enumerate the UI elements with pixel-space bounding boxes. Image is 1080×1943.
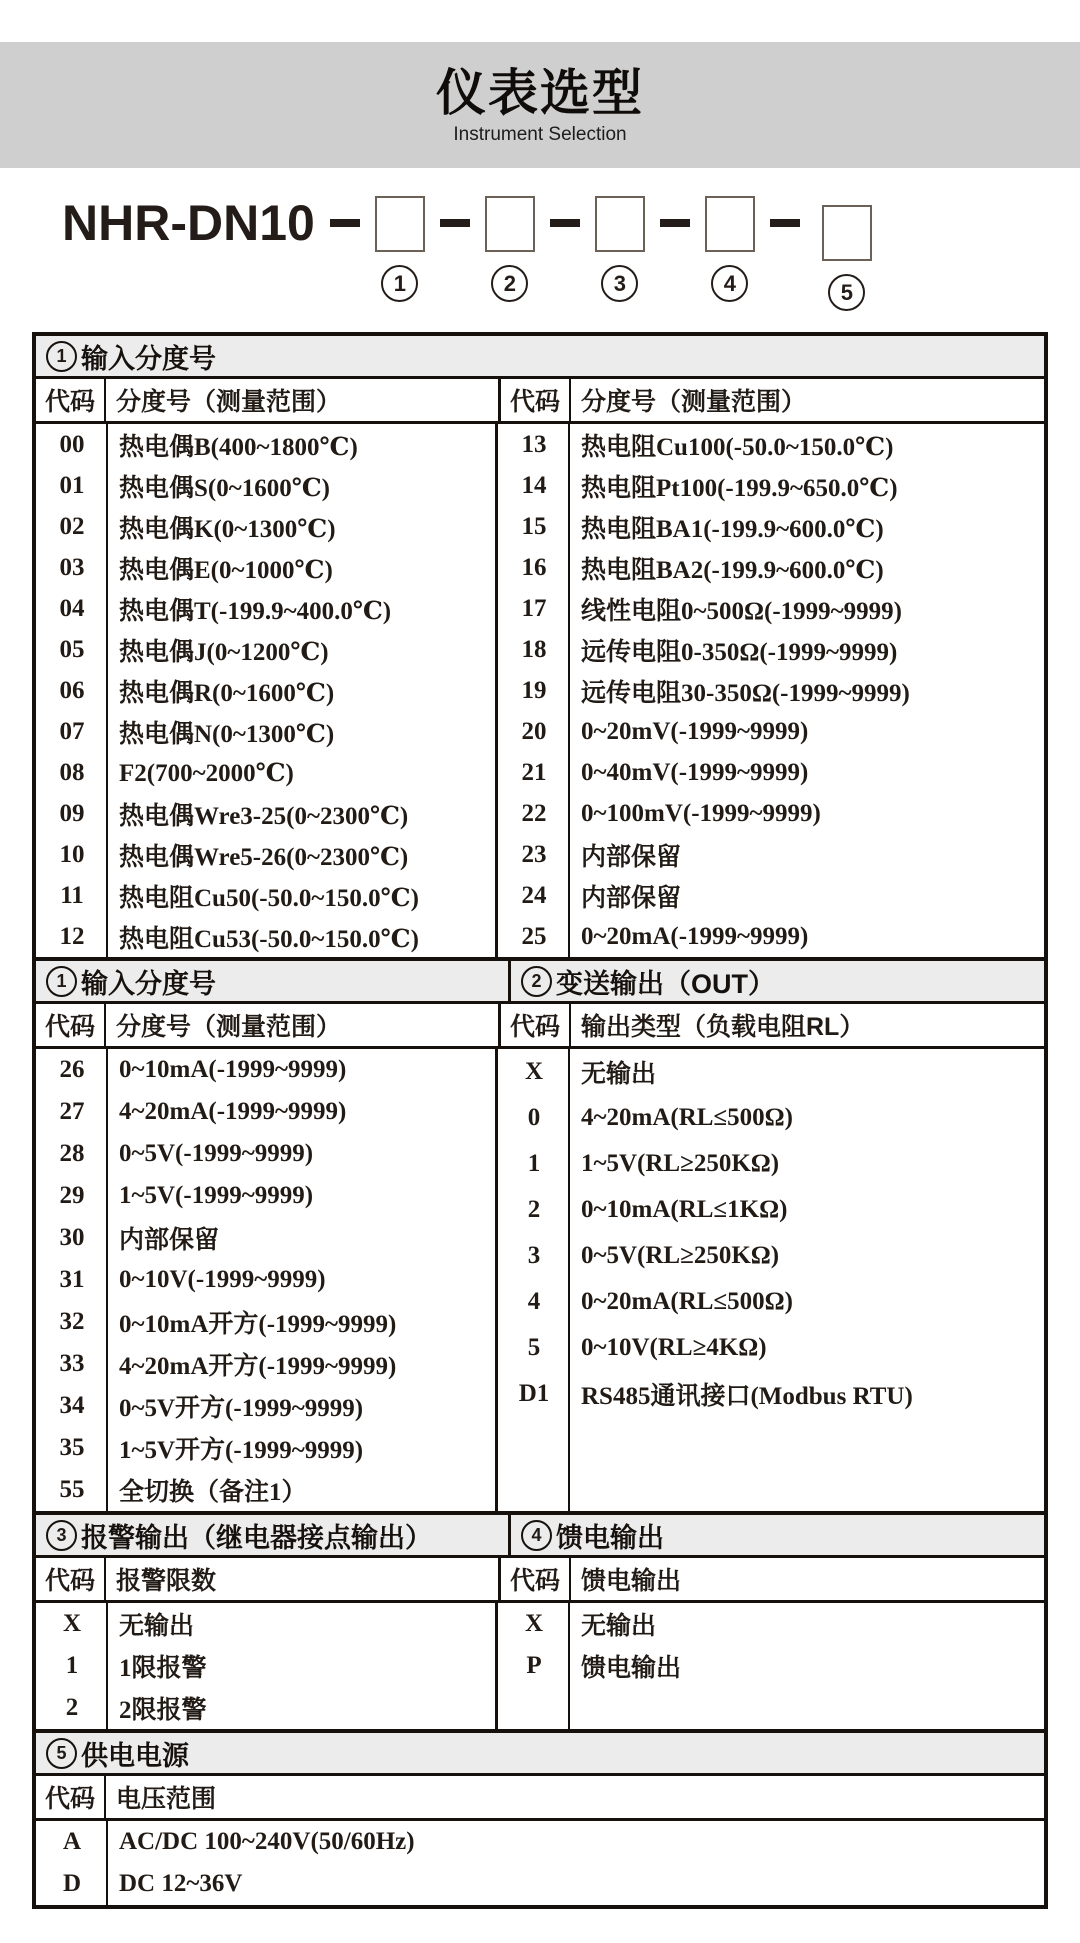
title-band xyxy=(0,42,1080,168)
desc-column-header: 分度号（测量范围） xyxy=(581,388,807,416)
code-cell: 26 xyxy=(59,1056,85,1083)
section2-title-right xyxy=(511,961,1044,1001)
desc-cell: 热电偶T(-199.9~400.0℃) xyxy=(119,597,392,625)
table-row xyxy=(36,752,495,793)
table-row xyxy=(36,1385,495,1427)
model-position xyxy=(535,196,645,302)
section1-subheader-left xyxy=(36,379,501,421)
section1-title-text: 输入分度号 xyxy=(81,343,216,374)
section1-subheader-right xyxy=(501,379,1044,421)
table-row xyxy=(498,711,1044,752)
code-cell: 12 xyxy=(59,922,85,950)
table-row xyxy=(36,465,495,506)
section2-title-left xyxy=(36,961,511,1001)
code-cell: D1 xyxy=(518,1380,550,1407)
model-position xyxy=(645,196,755,302)
section1-header xyxy=(36,336,1044,379)
code-cell: 3 xyxy=(527,1242,541,1269)
desc-cell: 0~10mA开方(-1999~9999) xyxy=(119,1311,397,1338)
section5-column-headers xyxy=(36,1776,1044,1821)
section3-rows-right xyxy=(498,1603,1044,1729)
table-row xyxy=(498,588,1044,629)
table-row xyxy=(498,1049,1044,1095)
model-positions xyxy=(315,196,872,305)
table-row xyxy=(498,547,1044,588)
desc-cell: 1限报警 xyxy=(119,1655,207,1682)
table-row xyxy=(36,1049,495,1091)
section3-rows-left xyxy=(36,1603,498,1729)
position-number-badge: 5 xyxy=(828,274,865,311)
code-cell: 02 xyxy=(59,512,85,540)
section1-rows-left xyxy=(36,424,498,957)
table-row xyxy=(36,670,495,711)
code-cell: 35 xyxy=(59,1434,85,1461)
desc-cell: 0~5V(RL≥250KΩ) xyxy=(581,1242,780,1269)
code-cell: 32 xyxy=(59,1308,85,1335)
dash-separator xyxy=(770,219,800,227)
section3-left-title-text: 报警输出（继电器接点输出） xyxy=(81,1522,432,1553)
section2-subheader-left xyxy=(36,1004,501,1046)
desc-cell: 无输出 xyxy=(581,1613,657,1640)
desc-column-header: 分度号（测量范围） xyxy=(116,1013,342,1041)
code-cell: 14 xyxy=(521,471,547,499)
code-cell: 0 xyxy=(527,1104,541,1131)
code-cell: 5 xyxy=(527,1334,541,1361)
table-row xyxy=(498,629,1044,670)
position-column xyxy=(485,196,535,302)
desc-cell: 远传电阻0-350Ω(-1999~9999) xyxy=(581,638,898,666)
code-cell: 24 xyxy=(521,881,547,909)
code-cell: 17 xyxy=(521,594,547,622)
code-cell: 10 xyxy=(59,840,85,868)
desc-cell: 0~5V(-1999~9999) xyxy=(119,1140,314,1167)
desc-column-header: 馈电输出 xyxy=(581,1567,682,1595)
desc-cell: 1~5V开方(-1999~9999) xyxy=(119,1437,364,1464)
desc-cell: 热电偶B(400~1800℃) xyxy=(119,433,358,461)
table-row xyxy=(498,506,1044,547)
table-row xyxy=(36,1645,495,1687)
position-number-badge: 1 xyxy=(381,265,418,302)
table-row xyxy=(498,1279,1044,1325)
table-row xyxy=(498,1141,1044,1187)
section3-title-right xyxy=(511,1515,1044,1555)
desc-cell: 热电偶Wre3-25(0~2300℃) xyxy=(119,802,409,830)
section2-rows-right xyxy=(498,1049,1044,1511)
section3-header xyxy=(36,1515,1044,1558)
code-cell: D xyxy=(62,1870,82,1897)
section5-header xyxy=(36,1733,1044,1776)
code-cell: X xyxy=(524,1610,544,1637)
section5-title xyxy=(36,1733,1044,1773)
table-row xyxy=(498,1645,1044,1687)
desc-cell: 内部保留 xyxy=(581,884,682,912)
table-row xyxy=(498,1095,1044,1141)
section-alarm-and-feed xyxy=(36,1511,1044,1729)
position-number-badge: 4 xyxy=(711,265,748,302)
desc-cell: F2(700~2000℃) xyxy=(119,759,294,787)
section2-subheader-right xyxy=(501,1004,1044,1046)
code-cell: 11 xyxy=(60,881,84,909)
circled-4-icon: 4 xyxy=(521,1520,552,1551)
code-cell: 15 xyxy=(521,512,547,540)
page-title: 仪表选型 xyxy=(436,65,644,121)
code-cell: X xyxy=(524,1058,544,1085)
code-cell: 55 xyxy=(59,1476,85,1503)
section1-body xyxy=(36,424,1044,957)
code-cell: P xyxy=(526,1652,542,1679)
desc-cell: 热电阻Cu53(-50.0~150.0℃) xyxy=(119,925,419,953)
desc-cell: 0~10mA(-1999~9999) xyxy=(119,1056,347,1083)
code-cell: 4 xyxy=(527,1288,541,1315)
dash-separator xyxy=(330,219,360,227)
table-row xyxy=(498,916,1044,957)
desc-cell: 热电偶J(0~1200℃) xyxy=(119,638,329,666)
code-cell: 18 xyxy=(521,635,547,663)
code-column-header: 代码 xyxy=(501,1004,571,1046)
section2-header xyxy=(36,961,1044,1004)
table-row xyxy=(36,1217,495,1259)
desc-cell: 1~5V(RL≥250KΩ) xyxy=(581,1150,780,1177)
section1-column-headers xyxy=(36,379,1044,424)
desc-cell: 热电阻Cu100(-50.0~150.0℃) xyxy=(581,433,894,461)
code-cell: 1 xyxy=(65,1652,79,1679)
position-column xyxy=(822,205,872,311)
dash-separator xyxy=(440,219,470,227)
section-input-and-output xyxy=(36,957,1044,1511)
page-subtitle: Instrument Selection xyxy=(453,124,627,145)
table-row xyxy=(498,424,1044,465)
desc-cell: 无输出 xyxy=(119,1613,195,1640)
code-cell: 21 xyxy=(521,758,547,786)
table-row xyxy=(36,1091,495,1133)
table-row xyxy=(36,1133,495,1175)
table-row xyxy=(498,670,1044,711)
desc-cell: 0~20mV(-1999~9999) xyxy=(581,717,809,745)
desc-column-header: 输出类型（负载电阻RL） xyxy=(581,1013,865,1041)
table-row xyxy=(36,424,495,465)
table-row xyxy=(498,1325,1044,1371)
desc-cell: 热电偶K(0~1300℃) xyxy=(119,515,336,543)
code-cell: 33 xyxy=(59,1350,85,1377)
section3-column-headers xyxy=(36,1558,1044,1603)
section2-body xyxy=(36,1049,1044,1511)
section-power-supply xyxy=(36,1729,1044,1905)
table-row xyxy=(36,588,495,629)
selection-blank-box xyxy=(485,196,535,252)
code-cell: 29 xyxy=(59,1182,85,1209)
table-row xyxy=(36,1175,495,1217)
code-cell: A xyxy=(62,1828,82,1855)
desc-cell: 热电阻BA1(-199.9~600.0℃) xyxy=(581,515,884,543)
code-cell: 08 xyxy=(59,758,85,786)
code-cell: 23 xyxy=(521,840,547,868)
table-row xyxy=(36,1863,1044,1905)
position-number-badge: 3 xyxy=(601,265,638,302)
code-cell: 2 xyxy=(65,1694,79,1721)
code-cell: 01 xyxy=(59,471,85,499)
table-row xyxy=(498,1371,1044,1417)
desc-cell: 热电阻Pt100(-199.9~650.0℃) xyxy=(581,474,898,502)
code-cell: 16 xyxy=(521,553,547,581)
code-cell: 05 xyxy=(59,635,85,663)
desc-cell: 4~20mA(RL≤500Ω) xyxy=(581,1104,793,1131)
desc-cell: 全切换（备注1） xyxy=(119,1479,307,1506)
model-prefix: NHR-DN10 xyxy=(62,195,315,251)
position-column xyxy=(595,196,645,302)
dash-separator xyxy=(550,219,580,227)
table-row xyxy=(36,711,495,752)
section3-body xyxy=(36,1603,1044,1729)
code-cell: 2 xyxy=(527,1196,541,1223)
selection-table xyxy=(32,332,1048,1909)
table-row xyxy=(498,1603,1044,1645)
code-cell: 19 xyxy=(521,676,547,704)
code-cell: 25 xyxy=(521,922,547,950)
selection-blank-box xyxy=(595,196,645,252)
table-row xyxy=(498,834,1044,875)
table-row xyxy=(36,1821,1044,1863)
table-row xyxy=(36,1343,495,1385)
circled-1-icon: 1 xyxy=(46,966,77,997)
table-row xyxy=(36,1469,495,1511)
desc-column-header: 电压范围 xyxy=(116,1785,217,1813)
section5-title-text: 供电电源 xyxy=(81,1740,189,1771)
section1-rows-right xyxy=(498,424,1044,957)
section2-left-title-text: 输入分度号 xyxy=(81,968,216,999)
desc-cell: 1~5V(-1999~9999) xyxy=(119,1182,314,1209)
desc-cell: RS485通讯接口(Modbus RTU) xyxy=(581,1383,913,1410)
code-cell: 28 xyxy=(59,1140,85,1167)
code-column-header: 代码 xyxy=(36,1004,106,1046)
selection-blank-box xyxy=(705,196,755,252)
desc-cell: 0~20mA(RL≤500Ω) xyxy=(581,1288,793,1315)
desc-column-header: 报警限数 xyxy=(116,1567,217,1595)
desc-cell: AC/DC 100~240V(50/60Hz) xyxy=(119,1828,415,1855)
code-cell: 03 xyxy=(59,553,85,581)
table-row xyxy=(498,793,1044,834)
section5-body xyxy=(36,1821,1044,1905)
code-column-header: 代码 xyxy=(36,1776,106,1818)
table-row xyxy=(36,506,495,547)
desc-cell: 4~20mA(-1999~9999) xyxy=(119,1098,347,1125)
table-row xyxy=(36,1687,495,1729)
code-column-header: 代码 xyxy=(36,379,106,421)
code-cell: 00 xyxy=(59,430,85,458)
section3-right-title-text: 馈电输出 xyxy=(556,1522,664,1553)
code-cell: 20 xyxy=(521,717,547,745)
table-row xyxy=(36,793,495,834)
table-row xyxy=(36,1259,495,1301)
section5-rows xyxy=(36,1821,1044,1905)
circled-2-icon: 2 xyxy=(521,966,552,997)
section3-subheader-right xyxy=(501,1558,1044,1600)
position-column xyxy=(705,196,755,302)
desc-cell: 0~10mA(RL≤1KΩ) xyxy=(581,1196,788,1223)
section3-subheader-left xyxy=(36,1558,501,1600)
code-cell: 27 xyxy=(59,1098,85,1125)
table-row xyxy=(36,547,495,588)
desc-cell: 热电偶R(0~1600℃) xyxy=(119,679,335,707)
code-cell: 34 xyxy=(59,1392,85,1419)
table-row xyxy=(498,875,1044,916)
section3-title-left xyxy=(36,1515,511,1555)
table-row xyxy=(498,1233,1044,1279)
desc-cell: 内部保留 xyxy=(119,1227,220,1254)
code-cell: 1 xyxy=(527,1150,541,1177)
desc-cell: DC 12~36V xyxy=(119,1870,243,1897)
position-number-badge: 2 xyxy=(491,265,528,302)
desc-cell: 远传电阻30-350Ω(-1999~9999) xyxy=(581,679,910,707)
model-code-line xyxy=(62,195,1080,305)
position-column xyxy=(375,196,425,302)
desc-cell: 热电偶E(0~1000℃) xyxy=(119,556,333,584)
desc-cell: 内部保留 xyxy=(581,843,682,871)
dash-separator xyxy=(660,219,690,227)
desc-cell: 馈电输出 xyxy=(581,1655,682,1682)
table-row xyxy=(498,1187,1044,1233)
code-cell: 04 xyxy=(59,594,85,622)
desc-cell: 4~20mA开方(-1999~9999) xyxy=(119,1353,397,1380)
section5-subheader xyxy=(36,1776,1044,1818)
code-column-header: 代码 xyxy=(36,1558,106,1600)
desc-cell: 0~100mV(-1999~9999) xyxy=(581,799,821,827)
section2-right-title-text: 变送输出（OUT） xyxy=(556,968,775,999)
desc-cell: 热电阻BA2(-199.9~600.0℃) xyxy=(581,556,884,584)
desc-cell: 0~40mV(-1999~9999) xyxy=(581,758,809,786)
section-input-graduation-1 xyxy=(36,336,1044,957)
table-row xyxy=(36,1427,495,1469)
model-position xyxy=(755,196,872,305)
circled-3-icon: 3 xyxy=(46,1520,77,1551)
selection-blank-box xyxy=(375,196,425,252)
code-cell: 07 xyxy=(59,717,85,745)
selection-blank-box xyxy=(822,205,872,261)
code-cell: X xyxy=(62,1610,82,1637)
table-row xyxy=(36,916,495,957)
table-row xyxy=(498,465,1044,506)
code-cell: 30 xyxy=(59,1224,85,1251)
desc-column-header: 分度号（测量范围） xyxy=(116,388,342,416)
circled-5-icon: 5 xyxy=(46,1738,77,1769)
desc-cell: 热电偶Wre5-26(0~2300℃) xyxy=(119,843,409,871)
section1-title xyxy=(36,336,1044,376)
desc-cell: 0~20mA(-1999~9999) xyxy=(581,922,809,950)
code-cell: 06 xyxy=(59,676,85,704)
desc-cell: 热电偶N(0~1300℃) xyxy=(119,720,335,748)
desc-cell: 0~5V开方(-1999~9999) xyxy=(119,1395,364,1422)
code-column-header: 代码 xyxy=(501,379,571,421)
code-cell: 09 xyxy=(59,799,85,827)
code-cell: 13 xyxy=(521,430,547,458)
section2-rows-left xyxy=(36,1049,498,1511)
table-row xyxy=(36,1301,495,1343)
table-row xyxy=(498,752,1044,793)
code-cell: 31 xyxy=(59,1266,85,1293)
model-position xyxy=(425,196,535,302)
model-position xyxy=(315,196,425,302)
desc-cell: 0~10V(RL≥4KΩ) xyxy=(581,1334,767,1361)
desc-cell: 0~10V(-1999~9999) xyxy=(119,1266,326,1293)
desc-cell: 热电阻Cu50(-50.0~150.0℃) xyxy=(119,884,419,912)
table-row xyxy=(36,834,495,875)
circled-1-icon: 1 xyxy=(46,341,77,372)
code-column-header: 代码 xyxy=(501,1558,571,1600)
desc-cell: 2限报警 xyxy=(119,1697,207,1724)
table-row xyxy=(36,875,495,916)
desc-cell: 无输出 xyxy=(581,1061,657,1088)
desc-cell: 热电偶S(0~1600℃) xyxy=(119,474,331,502)
desc-cell: 线性电阻0~500Ω(-1999~9999) xyxy=(581,597,902,625)
table-row xyxy=(36,1603,495,1645)
section2-column-headers xyxy=(36,1004,1044,1049)
code-cell: 22 xyxy=(521,799,547,827)
table-row xyxy=(36,629,495,670)
